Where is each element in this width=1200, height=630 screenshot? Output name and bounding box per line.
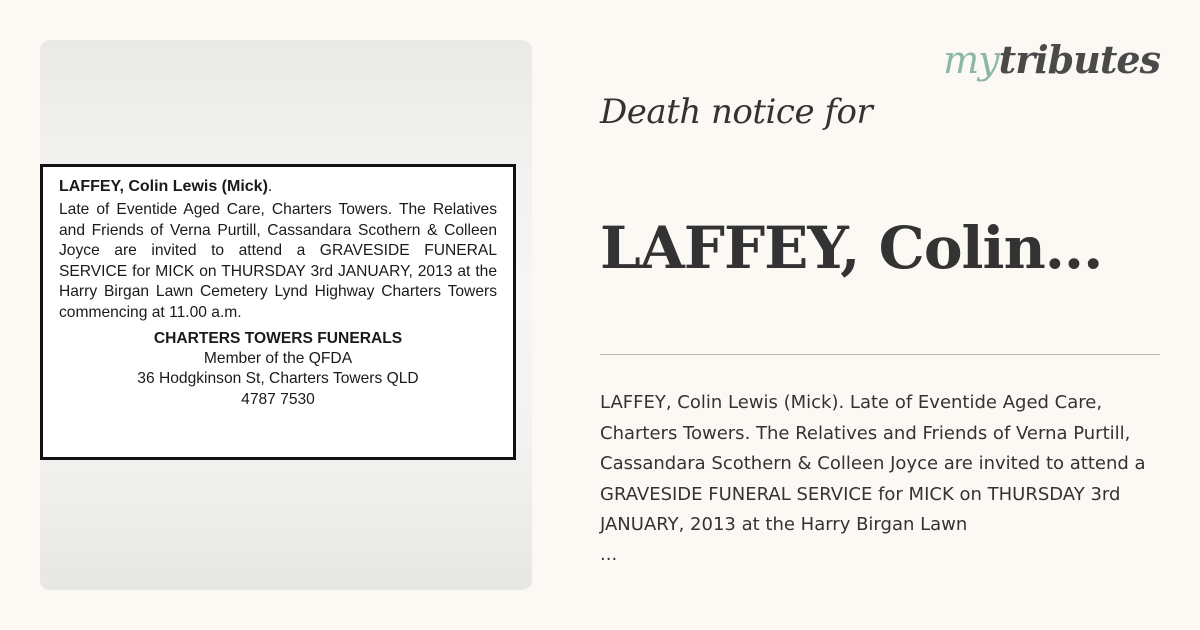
divider — [600, 354, 1160, 355]
notice-address: 36 Hodgkinson St, Charters Towers QLD — [137, 370, 419, 388]
notice-member-line: Member of the QFDA — [203, 349, 353, 367]
notice-photo-card — [40, 40, 532, 590]
notice-phone: 4787 7530 — [241, 390, 315, 408]
mytributes-logo[interactable]: mytributes — [943, 37, 1160, 82]
notice-body-text: Late of Eventide Aged Care, Charters Towers. The Relatives and Friends of Verna Purtill, Cassandara Scothern & Colleen Joyce are invited to attend a GRAVESIDE FUNERAL SERVICE for MICK on THURSDAY 3rd JANUARY, 2013 at the Harry Birgan Lawn Cemetery Lynd Highway Charters Towers commencing at 11.00 a.m. — [59, 201, 497, 321]
notice-funeral-home: CHARTERS TOWERS FUNERALS — [153, 329, 403, 347]
page-subtitle: Death notice for — [600, 92, 873, 132]
page-title: LAFFEY, Colin... — [600, 214, 1103, 282]
summary-ellipsis: ... — [600, 544, 618, 565]
newspaper-notice-clipping — [40, 164, 516, 460]
notice-deceased-name: LAFFEY, Colin Lewis (Mick). — [59, 178, 273, 195]
notice-summary: LAFFEY, Colin Lewis (Mick). Late of Eventide Aged Care, Charters Towers. The Relatives and Friends of Verna Purtill, Cassandara Scothern & Colleen Joyce are invited to attend a GRAVESIDE FUNERAL SERVICE for MICK on THURSDAY 3rd JANUARY, 2013 at the Harry Birgan Lawn — [600, 392, 1146, 535]
